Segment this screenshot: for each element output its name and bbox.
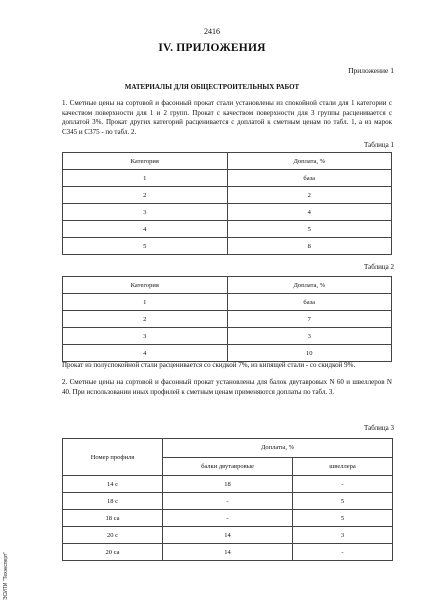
paragraph-3: 2. Сметные цены на сортовой и фасонный прокат установлены для балок двутавровых N 60 и швеллеров N 40. При использовании иных профилей к сметным ценам применяются доплаты по табл. 3. <box>62 378 392 396</box>
table-1 <box>62 152 392 255</box>
cell-surcharge: 5 <box>227 221 392 238</box>
cell-channel: 5 <box>293 510 393 527</box>
cell-i-beam: 18 <box>163 476 293 493</box>
cell-surcharge: 3 <box>227 328 392 345</box>
cell-channel: - <box>293 476 393 493</box>
header-channels: швеллера <box>293 457 393 476</box>
appendix-label: Приложение 1 <box>348 66 394 75</box>
cell-category: 2 <box>63 187 228 204</box>
cell-category: 4 <box>63 221 228 238</box>
table-row <box>63 187 392 204</box>
table-row <box>63 527 393 544</box>
table-row <box>63 493 393 510</box>
cell-profile: 14 с <box>63 476 163 493</box>
table-1-label: Таблица 1 <box>364 141 394 149</box>
cell-category: 5 <box>63 238 228 255</box>
paragraph-1: 1. Сметные цены на сортовой и фасонный прокат стали установлены из спокойной стали для 1 категории с качеством поверхности для 1 и 2 групп. Прокат с качеством поверхности для 3 группы расценивается с доплатой 3%. Прокат других категорий расценивается с доплатой к сметным ценам по табл. 1, а из марок С345 и С375 - по табл. 2. <box>62 99 392 136</box>
table-row <box>63 328 392 345</box>
table-3 <box>62 438 393 561</box>
table-row <box>63 221 392 238</box>
table-row <box>63 238 392 255</box>
cell-category: 3 <box>63 328 228 345</box>
table-2 <box>62 276 392 362</box>
cell-profile: 18 с <box>63 493 163 510</box>
table-row <box>63 170 392 187</box>
header-category: Категория <box>63 277 228 294</box>
cell-surcharge: база <box>227 170 392 187</box>
header-category: Категория <box>63 153 228 170</box>
table-row <box>63 510 393 527</box>
header-profile: Номер профиля <box>63 439 163 476</box>
cell-category: 1 <box>63 294 228 311</box>
table-row <box>63 345 392 362</box>
table-header-row <box>63 439 393 458</box>
cell-category: 4 <box>63 345 228 362</box>
page-number: 2416 <box>204 27 220 36</box>
table-row <box>63 544 393 561</box>
cell-channel: - <box>293 544 393 561</box>
header-surcharges: Доплаты, % <box>163 439 393 458</box>
cell-i-beam: - <box>163 493 293 510</box>
table-row <box>63 311 392 328</box>
cell-profile: 20 са <box>63 544 163 561</box>
cell-i-beam: - <box>163 510 293 527</box>
header-surcharge: Доплата, % <box>227 153 392 170</box>
side-watermark-note: ЭСИТИ "Техэксперт" <box>3 551 9 600</box>
cell-channel: 5 <box>293 493 393 510</box>
section-title: IV. ПРИЛОЖЕНИЯ <box>158 42 266 54</box>
document-heading: МАТЕРИАЛЫ ДЛЯ ОБЩЕСТРОИТЕЛЬНЫХ РАБОТ <box>124 83 300 91</box>
header-i-beams: балки двутавровые <box>163 457 293 476</box>
cell-category: 3 <box>63 204 228 221</box>
cell-i-beam: 14 <box>163 527 293 544</box>
table-row <box>63 204 392 221</box>
cell-surcharge: 7 <box>227 311 392 328</box>
table-2-label: Таблица 2 <box>364 263 394 271</box>
table-header-row <box>63 153 392 170</box>
cell-category: 2 <box>63 311 228 328</box>
paragraph-2: Прокат из полуспокойной стали расценивается со скидкой 7%, из кипящей стали - со скидкой 9%. <box>62 361 356 369</box>
cell-surcharge: 10 <box>227 345 392 362</box>
table-header-row <box>63 277 392 294</box>
cell-i-beam: 14 <box>163 544 293 561</box>
cell-surcharge: 2 <box>227 187 392 204</box>
table-row <box>63 476 393 493</box>
table-row <box>63 294 392 311</box>
table-3-label: Таблица 3 <box>364 424 394 432</box>
cell-profile: 20 с <box>63 527 163 544</box>
cell-surcharge: база <box>227 294 392 311</box>
cell-surcharge: 8 <box>227 238 392 255</box>
cell-profile: 18 са <box>63 510 163 527</box>
cell-channel: 3 <box>293 527 393 544</box>
header-surcharge: Доплата, % <box>227 277 392 294</box>
cell-category: 1 <box>63 170 228 187</box>
cell-surcharge: 4 <box>227 204 392 221</box>
